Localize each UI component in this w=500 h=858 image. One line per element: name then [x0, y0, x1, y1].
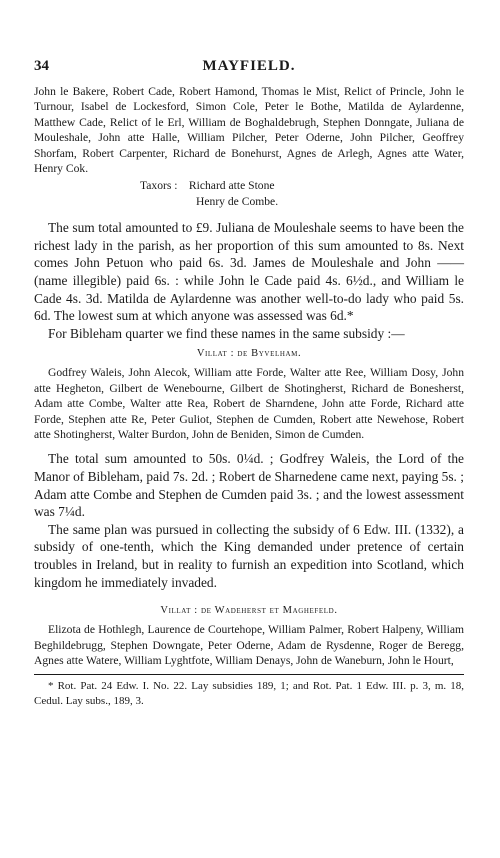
taxors-block — [140, 178, 464, 209]
taxors-label: Taxors : — [140, 179, 178, 193]
names-list-wadeherst: Elizota de Hothlegh, Laurence de Courtehope, William Palmer, Robert Halpeny, William Beghildebrugg, Stephen Downgate, Peter Oderne, Adam de Rysdenne, Roger de Beregg, Agnes atte Watere, William Lyghtfote, William Denays, John de Waneburn, John le Hourt, — [34, 623, 464, 667]
page-number: 34 — [34, 58, 49, 74]
section-heading-byvelham — [34, 348, 464, 359]
heading-text: de Byvelham. — [237, 348, 302, 360]
book-page — [34, 58, 464, 709]
footnote: * Rot. Pat. 24 Edw. I. No. 22. Lay subsidies 189, 1; and Rot. Pat. 1 Edw. III. p. 3, m. 18, Cedul. Lay subs., 189, 3. — [34, 680, 464, 707]
names-list-byvelham: Godfrey Waleis, John Alecok, William atte Forde, Walter atte Ree, William Dosy, John atte Hegheton, Gilbert de Wenebourne, Gilbert de Shotingherst, Richard de Bonesherst, Adam atte Combe, Walter atte Rea, Robert de Sharndene, John atte Forde, Richard atte Forde, Stephen atte Re, Peter Guliot, Stephen de Cumden, Robert atte Newehose, Robert atte Shotingherst, Walter Burdon, John de Beniden, Simon de Cumden. — [34, 366, 464, 442]
paragraph-bibleham-intro: For Bibleham quarter we find these names in the same subsidy :— — [48, 325, 405, 341]
heading-text: de Wadeherst et Maghefeld. — [201, 605, 338, 617]
paragraph-sum-total-2: The total sum amounted to 50s. 0¼d. ; Godfrey Waleis, the Lord of the Manor of Bibleham, paid 7s. 2d. ; Robert de Sharnedene came next, paying 5s. ; Adam atte Combe and Stephen de Cumden paid 3s. ; and the lowest assessment was 7¼d. — [34, 451, 464, 520]
paragraph-sum-total-1: The sum total amounted to £9. Juliana de Mouleshale seems to have been the richest lady in the parish, as her proportion of this sum amounted to 8s. Next comes John Petuon who paid 6s. 3d. James de Mouleshale and John —— (name illegible) paid 6s. : while John le Cade paid 4s. 6½d., and William le Cade 4s. 3d. Matilda de Aylardenne was another well-to-do lady who paid 5s. 6d. The lowest sum at which anyone was assessed was 6d.* — [34, 220, 464, 324]
heading-prefix: Villat : — [160, 605, 202, 617]
taxor-name: Henry de Combe. — [196, 194, 279, 208]
footnote-rule — [34, 674, 464, 675]
taxor-name: Richard atte Stone — [188, 179, 275, 193]
heading-prefix: Villat : — [196, 348, 238, 360]
page-header — [34, 58, 464, 80]
section-heading-wadeherst — [34, 605, 464, 616]
running-head: MAYFIELD. — [202, 58, 296, 74]
names-list-mayfield: John le Bakere, Robert Cade, Robert Hamond, Thomas le Mist, Relict of Princle, John le Turnour, Isabel de Lockesford, Simon Cole, Peter le Bothe, Matilda de Aylardenne, Matthew Cade, Relict of le Erl, William de Boghaldebrugh, Stephen Donngate, Juliana de Mouleshale, John atte Halle, William Pilcher, Peter Oderne, John Pilcher, Geoffrey Shorfam, Robert Carpenter, Richard de Bonehurst, Agnes de Arlegh, Agnes atte Water, Henry Cok. — [34, 85, 464, 176]
paragraph-same-plan: The same plan was pursued in collecting the subsidy of 6 Edw. III. (1332), a subsidy of one-tenth, which the King demanded under pretence of certain troubles in Ireland, but in reality to furnish an expedition into Scotland, which kingdom he immediately invaded. — [34, 521, 464, 590]
